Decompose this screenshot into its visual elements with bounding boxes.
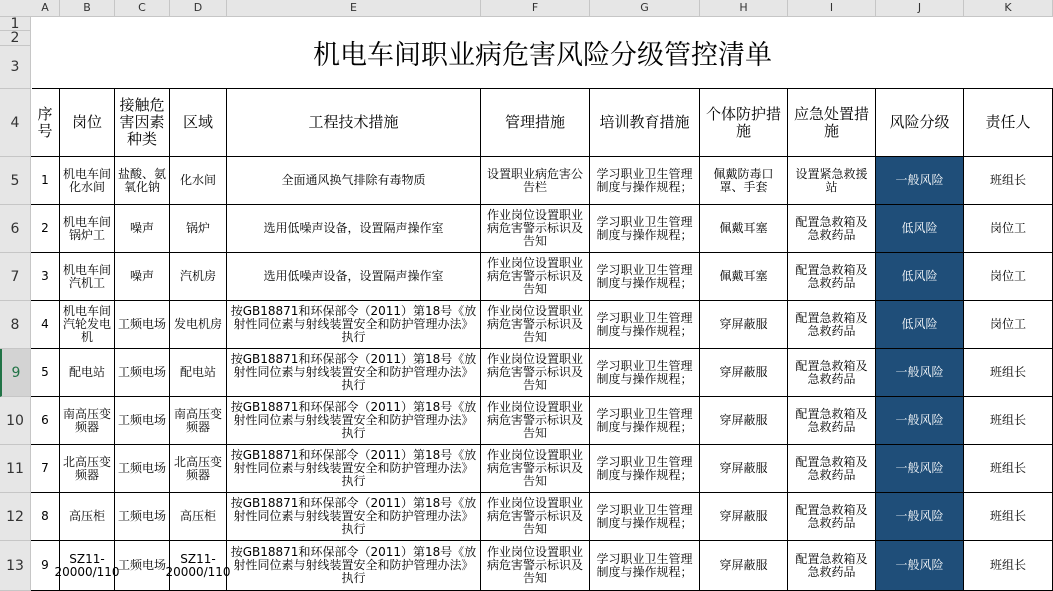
data-cell-d11[interactable]: 北高压变频器 [170,445,227,493]
data-cell-c5[interactable]: 盐酸、氨氧化钠 [115,157,170,205]
data-cell-a10[interactable]: 6 [31,397,60,445]
data-cell-g9[interactable]: 学习职业卫生管理制度与操作规程； [590,349,700,397]
data-cell-a6[interactable]: 2 [31,205,60,253]
data-cell-d5[interactable]: 化水间 [170,157,227,205]
data-cell-e10[interactable]: 按GB18871和环保部令（2011）第18号《放射性同位素与射线装置安全和防护管理办法》执行 [227,397,481,445]
data-cell-b12[interactable]: 高压柜 [60,493,115,541]
data-cell-a12[interactable]: 8 [31,493,60,541]
data-cell-g11[interactable]: 学习职业卫生管理制度与操作规程； [590,445,700,493]
data-cell-a8[interactable]: 4 [31,301,60,349]
column-header-i[interactable]: I [788,0,876,16]
column-header-bar [0,0,1053,17]
column-header-g[interactable]: G [590,0,700,16]
row-header-13[interactable]: 13 [0,541,31,591]
data-cell-b7[interactable]: 机电车间汽机工 [60,253,115,301]
data-cell-f5[interactable]: 设置职业病危害公告栏 [481,157,590,205]
data-cell-d6[interactable]: 锅炉 [170,205,227,253]
data-cell-b6[interactable]: 机电车间锅炉工 [60,205,115,253]
data-cell-h9[interactable]: 穿屏蔽服 [700,349,788,397]
data-cell-b11[interactable]: 北高压变频器 [60,445,115,493]
data-cell-e8[interactable]: 按GB18871和环保部令（2011）第18号《放射性同位素与射线装置安全和防护管理办法》执行 [227,301,481,349]
data-cell-k6[interactable]: 岗位工 [964,205,1053,253]
data-cell-j9[interactable]: 一般风险 [876,349,964,397]
data-cell-a11[interactable]: 7 [31,445,60,493]
column-header-e[interactable]: E [227,0,481,16]
data-cell-g10[interactable]: 学习职业卫生管理制度与操作规程； [590,397,700,445]
data-cell-c9[interactable]: 工频电场 [115,349,170,397]
column-header-d[interactable]: D [170,0,227,16]
data-cell-i6[interactable]: 配置急救箱及急救药品 [788,205,876,253]
row-header-5[interactable]: 5 [0,157,31,205]
data-cell-d12[interactable]: 高压柜 [170,493,227,541]
data-cell-e7[interactable]: 选用低噪声设备，设置隔声操作室 [227,253,481,301]
column-header-j[interactable]: J [876,0,964,16]
header-cell-k[interactable]: 责任人 [964,89,1053,157]
data-cell-d8[interactable]: 发电机房 [170,301,227,349]
data-cell-b10[interactable]: 南高压变频器 [60,397,115,445]
data-cell-j6[interactable]: 低风险 [876,205,964,253]
data-cell-k11[interactable]: 班组长 [964,445,1053,493]
data-cell-f7[interactable]: 作业岗位设置职业病危害警示标识及告知 [481,253,590,301]
row-header-10[interactable]: 10 [0,397,31,445]
data-cell-a13[interactable]: 9 [31,541,60,591]
data-cell-e9[interactable]: 按GB18871和环保部令（2011）第18号《放射性同位素与射线装置安全和防护管理办法》执行 [227,349,481,397]
data-cell-a5[interactable]: 1 [31,157,60,205]
data-cell-g12[interactable]: 学习职业卫生管理制度与操作规程； [590,493,700,541]
header-cell-b[interactable]: 岗位 [60,89,115,157]
data-cell-h13[interactable]: 穿屏蔽服 [700,541,788,591]
data-cell-i9[interactable]: 配置急救箱及急救药品 [788,349,876,397]
row-header-12[interactable]: 12 [0,493,31,541]
column-header-h[interactable]: H [700,0,788,16]
data-cell-f9[interactable]: 作业岗位设置职业病危害警示标识及告知 [481,349,590,397]
data-cell-j13[interactable]: 一般风险 [876,541,964,591]
header-cell-f[interactable]: 管理措施 [481,89,590,157]
column-header-f[interactable]: F [481,0,590,16]
data-cell-j10[interactable]: 一般风险 [876,397,964,445]
data-cell-i11[interactable]: 配置急救箱及急救药品 [788,445,876,493]
row-header-9[interactable]: 9 [0,349,31,397]
data-cell-f12[interactable]: 作业岗位设置职业病危害警示标识及告知 [481,493,590,541]
data-cell-i8[interactable]: 配置急救箱及急救药品 [788,301,876,349]
header-cell-j[interactable]: 风险分级 [876,89,964,157]
data-cell-f8[interactable]: 作业岗位设置职业病危害警示标识及告知 [481,301,590,349]
header-cell-a[interactable]: 序号 [31,89,60,157]
data-cell-c12[interactable]: 工频电场 [115,493,170,541]
row-header-11[interactable]: 11 [0,445,31,493]
column-header-a[interactable]: A [31,0,60,16]
data-cell-a9[interactable]: 5 [31,349,60,397]
header-cell-e[interactable]: 工程技术措施 [227,89,481,157]
data-cell-c10[interactable]: 工频电场 [115,397,170,445]
data-cell-b5[interactable]: 机电车间化水间 [60,157,115,205]
data-cell-k7[interactable]: 岗位工 [964,253,1053,301]
row-header-7[interactable]: 7 [0,253,31,301]
data-cell-c11[interactable]: 工频电场 [115,445,170,493]
data-cell-i10[interactable]: 配置急救箱及急救药品 [788,397,876,445]
data-cell-d9[interactable]: 配电站 [170,349,227,397]
column-header-c[interactable]: C [115,0,170,16]
sheet-title[interactable]: 机电车间职业病危害风险分级管控清单 [32,17,1053,89]
data-cell-k12[interactable]: 班组长 [964,493,1053,541]
data-cell-i7[interactable]: 配置急救箱及急救药品 [788,253,876,301]
data-cell-i5[interactable]: 设置紧急救援站 [788,157,876,205]
row-header-6[interactable]: 6 [0,205,31,253]
data-cell-g6[interactable]: 学习职业卫生管理制度与操作规程； [590,205,700,253]
data-cell-j5[interactable]: 一般风险 [876,157,964,205]
data-cell-e12[interactable]: 按GB18871和环保部令（2011）第18号《放射性同位素与射线装置安全和防护管理办法》执行 [227,493,481,541]
header-cell-g[interactable]: 培训教育措施 [590,89,700,157]
data-cell-c8[interactable]: 工频电场 [115,301,170,349]
data-cell-g13[interactable]: 学习职业卫生管理制度与操作规程； [590,541,700,591]
row-header-1[interactable]: 1 [0,17,31,31]
data-cell-a7[interactable]: 3 [31,253,60,301]
data-cell-c13[interactable]: 工频电场 [115,541,170,591]
data-cell-h7[interactable]: 佩戴耳塞 [700,253,788,301]
data-cell-f13[interactable]: 作业岗位设置职业病危害警示标识及告知 [481,541,590,591]
data-cell-k5[interactable]: 班组长 [964,157,1053,205]
data-cell-k13[interactable]: 班组长 [964,541,1053,591]
data-cell-j7[interactable]: 低风险 [876,253,964,301]
data-cell-h12[interactable]: 穿屏蔽服 [700,493,788,541]
data-cell-i13[interactable]: 配置急救箱及急救药品 [788,541,876,591]
data-cell-j12[interactable]: 一般风险 [876,493,964,541]
data-cell-c6[interactable]: 噪声 [115,205,170,253]
data-cell-k8[interactable]: 岗位工 [964,301,1053,349]
data-cell-d7[interactable]: 汽机房 [170,253,227,301]
header-cell-h[interactable]: 个体防护措施 [700,89,788,157]
header-cell-d[interactable]: 区域 [170,89,227,157]
data-cell-k10[interactable]: 班组长 [964,397,1053,445]
data-cell-g5[interactable]: 学习职业卫生管理制度与操作规程； [590,157,700,205]
data-cell-b9[interactable]: 配电站 [60,349,115,397]
data-cell-c7[interactable]: 噪声 [115,253,170,301]
data-cell-f10[interactable]: 作业岗位设置职业病危害警示标识及告知 [481,397,590,445]
data-cell-h11[interactable]: 穿屏蔽服 [700,445,788,493]
header-cell-i[interactable]: 应急处置措施 [788,89,876,157]
data-cell-i12[interactable]: 配置急救箱及急救药品 [788,493,876,541]
row-header-4[interactable]: 4 [0,89,31,157]
data-cell-e11[interactable]: 按GB18871和环保部令（2011）第18号《放射性同位素与射线装置安全和防护管理办法》执行 [227,445,481,493]
data-cell-h8[interactable]: 穿屏蔽服 [700,301,788,349]
data-cell-b13[interactable]: SZ11-20000/110 [60,541,115,591]
data-cell-j11[interactable]: 一般风险 [876,445,964,493]
column-header-k[interactable]: K [964,0,1053,16]
data-cell-j8[interactable]: 低风险 [876,301,964,349]
row-header-2[interactable]: 2 [0,31,31,46]
data-cell-g7[interactable]: 学习职业卫生管理制度与操作规程； [590,253,700,301]
data-cell-e13[interactable]: 按GB18871和环保部令（2011）第18号《放射性同位素与射线装置安全和防护管理办法》执行 [227,541,481,591]
data-cell-d10[interactable]: 南高压变频器 [170,397,227,445]
data-cell-h10[interactable]: 穿屏蔽服 [700,397,788,445]
row-header-3[interactable]: 3 [0,46,31,89]
data-cell-h6[interactable]: 佩戴耳塞 [700,205,788,253]
column-header-b[interactable]: B [60,0,115,16]
data-cell-f11[interactable]: 作业岗位设置职业病危害警示标识及告知 [481,445,590,493]
data-cell-f6[interactable]: 作业岗位设置职业病危害警示标识及告知 [481,205,590,253]
data-cell-h5[interactable]: 佩戴防毒口罩、手套 [700,157,788,205]
data-cell-k9[interactable]: 班组长 [964,349,1053,397]
data-cell-g8[interactable]: 学习职业卫生管理制度与操作规程； [590,301,700,349]
data-cell-b8[interactable]: 机电车间汽轮发电机 [60,301,115,349]
header-cell-c[interactable]: 接触危害因素种类 [115,89,170,157]
row-header-8[interactable]: 8 [0,301,31,349]
data-cell-e5[interactable]: 全面通风换气排除有毒物质 [227,157,481,205]
data-cell-e6[interactable]: 选用低噪声设备，设置隔声操作室 [227,205,481,253]
data-cell-d13[interactable]: SZ11-20000/110 [170,541,227,591]
